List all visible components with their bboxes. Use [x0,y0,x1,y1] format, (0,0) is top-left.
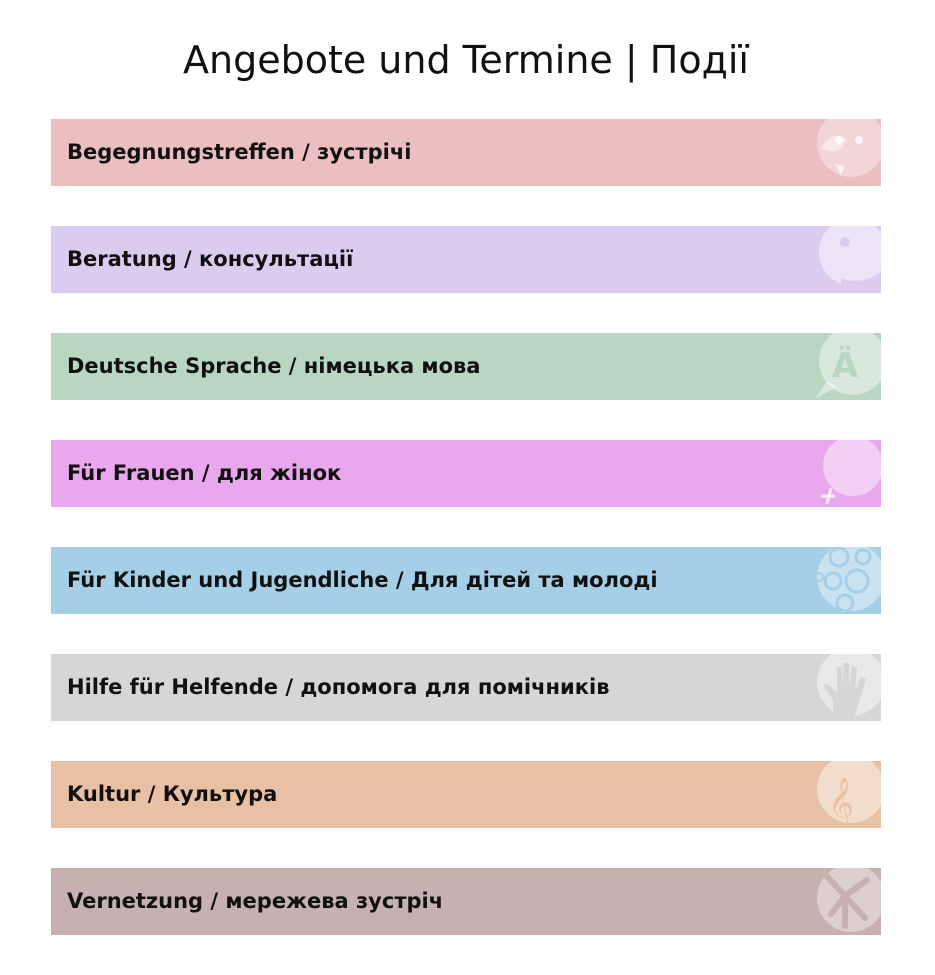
category-item-deutsche-sprache[interactable] [51,333,881,400]
category-label: Beratung / консультації [67,247,354,271]
female-symbol-icon [811,440,881,507]
network-icon [811,868,881,935]
speech-bubble-icon [811,226,881,293]
category-label: Für Kinder und Jugendliche / Для дітей та молоді [67,568,658,592]
category-item-vernetzung[interactable] [51,868,881,935]
category-label: Hilfe für Helfende / допомога для помічників [67,675,610,699]
treble-clef-icon [811,761,881,828]
speech-faces-icon [811,119,881,186]
category-item-fuer-frauen[interactable] [51,440,881,507]
svg-text:𝄞: 𝄞 [827,777,855,828]
category-label: Für Frauen / для жінок [67,461,342,485]
page-title: Angebote und Termine | Події [183,38,749,82]
category-label: Deutsche Sprache / німецька мова [67,354,481,378]
category-label: Kultur / Культура [67,782,278,806]
category-item-fuer-kinder[interactable] [51,547,881,614]
svg-text:Ä: Ä [831,346,859,386]
umlaut-bubble-icon [811,333,881,400]
category-item-kultur[interactable] [51,761,881,828]
category-list [51,119,881,975]
ball-icon [811,547,881,614]
category-item-begegnungstreffen[interactable] [51,119,881,186]
category-label: Vernetzung / мережева зустріч [67,889,444,913]
category-item-hilfe-fuer-helfende[interactable] [51,654,881,721]
category-item-beratung[interactable] [51,226,881,293]
hand-icon [811,654,881,721]
category-label: Begegnungstreffen / зустрічі [67,140,412,164]
